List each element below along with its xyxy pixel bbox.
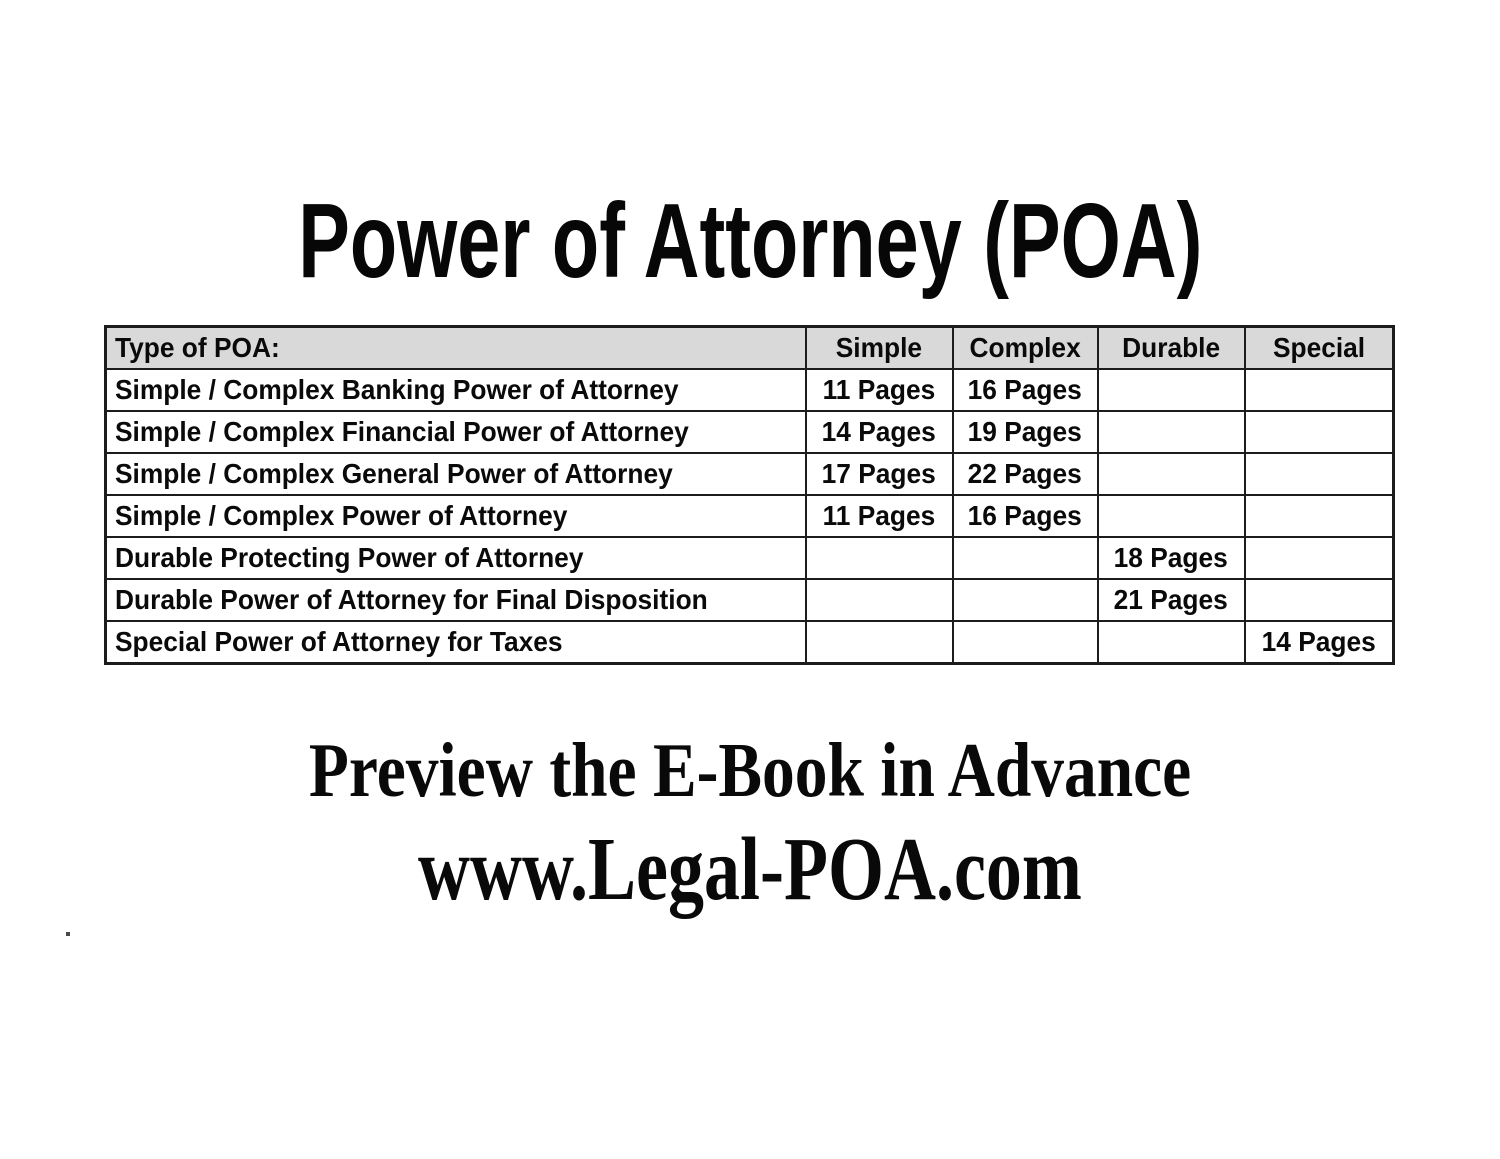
table-header-row (106, 327, 1394, 370)
complex-pages-cell (953, 579, 1098, 621)
simple-pages-value: 11 Pages (822, 374, 936, 405)
complex-pages-cell (953, 453, 1098, 495)
simple-pages-cell (806, 369, 953, 411)
poa-type-cell (106, 537, 806, 579)
poa-type-label: Simple / Complex General Power of Attorney (115, 458, 673, 489)
website-url-text: www.Legal-POA.com (418, 820, 1082, 919)
complex-pages-value: 16 Pages (967, 374, 1083, 405)
complex-pages-cell (953, 495, 1098, 537)
page-title-text: Power of Attorney (POA) (297, 182, 1203, 300)
poa-type-cell (106, 411, 806, 453)
durable-pages-cell (1098, 579, 1245, 621)
column-header-durable (1098, 327, 1245, 370)
table-row (106, 537, 1394, 579)
table-row (106, 621, 1394, 664)
simple-pages-cell (806, 453, 953, 495)
column-header-special (1245, 327, 1394, 370)
column-header-simple-label: Simple (835, 332, 923, 363)
column-header-durable-label: Durable (1122, 332, 1220, 363)
special-pages-cell (1245, 579, 1394, 621)
column-header-simple (806, 327, 953, 370)
durable-pages-value: 18 Pages (1113, 542, 1229, 573)
scan-artifact-dot (66, 932, 70, 936)
complex-pages-cell (953, 537, 1098, 579)
page-title (0, 182, 1500, 300)
table-row (106, 369, 1394, 411)
website-url-line (0, 820, 1500, 919)
poa-pages-table (104, 325, 1395, 665)
simple-pages-value: 17 Pages (821, 458, 937, 489)
table-row (106, 453, 1394, 495)
special-pages-cell (1245, 621, 1394, 664)
poa-type-label: Durable Protecting Power of Attorney (115, 542, 584, 573)
poa-type-cell (106, 369, 806, 411)
column-header-type-label: Type of POA: (115, 332, 280, 363)
special-pages-cell (1245, 495, 1394, 537)
column-header-complex (953, 327, 1098, 370)
preview-text: Preview the E-Book in Advance (308, 727, 1192, 813)
simple-pages-cell (806, 579, 953, 621)
column-header-complex-label: Complex (969, 332, 1081, 363)
special-pages-cell (1245, 453, 1394, 495)
special-pages-cell (1245, 369, 1394, 411)
simple-pages-cell (806, 537, 953, 579)
durable-pages-cell (1098, 621, 1245, 664)
table-row (106, 411, 1394, 453)
durable-pages-cell (1098, 537, 1245, 579)
simple-pages-cell (806, 411, 953, 453)
durable-pages-cell (1098, 495, 1245, 537)
complex-pages-value: 19 Pages (967, 416, 1083, 447)
complex-pages-cell (953, 369, 1098, 411)
special-pages-cell (1245, 537, 1394, 579)
poa-type-cell (106, 495, 806, 537)
poa-type-label: Special Power of Attorney for Taxes (115, 626, 563, 657)
durable-pages-cell (1098, 369, 1245, 411)
poa-type-cell (106, 579, 806, 621)
special-pages-cell (1245, 411, 1394, 453)
column-header-special-label: Special (1272, 332, 1365, 363)
simple-pages-cell (806, 495, 953, 537)
poa-type-cell (106, 453, 806, 495)
preview-text-line (0, 727, 1500, 813)
special-pages-value: 14 Pages (1261, 626, 1376, 657)
durable-pages-value: 21 Pages (1113, 584, 1229, 615)
poa-type-label: Simple / Complex Financial Power of Attorney (115, 416, 689, 447)
poa-type-label: Simple / Complex Power of Attorney (115, 500, 568, 531)
durable-pages-cell (1098, 453, 1245, 495)
table-row (106, 579, 1394, 621)
poa-type-cell (106, 621, 806, 664)
complex-pages-value: 16 Pages (967, 500, 1083, 531)
simple-pages-value: 11 Pages (822, 500, 936, 531)
simple-pages-value: 14 Pages (821, 416, 937, 447)
table-row (106, 495, 1394, 537)
poa-type-label: Durable Power of Attorney for Final Disposition (115, 584, 708, 615)
simple-pages-cell (806, 621, 953, 664)
column-header-type (106, 327, 806, 370)
complex-pages-cell (953, 621, 1098, 664)
poa-type-label: Simple / Complex Banking Power of Attorney (115, 374, 679, 405)
durable-pages-cell (1098, 411, 1245, 453)
complex-pages-value: 22 Pages (967, 458, 1083, 489)
complex-pages-cell (953, 411, 1098, 453)
